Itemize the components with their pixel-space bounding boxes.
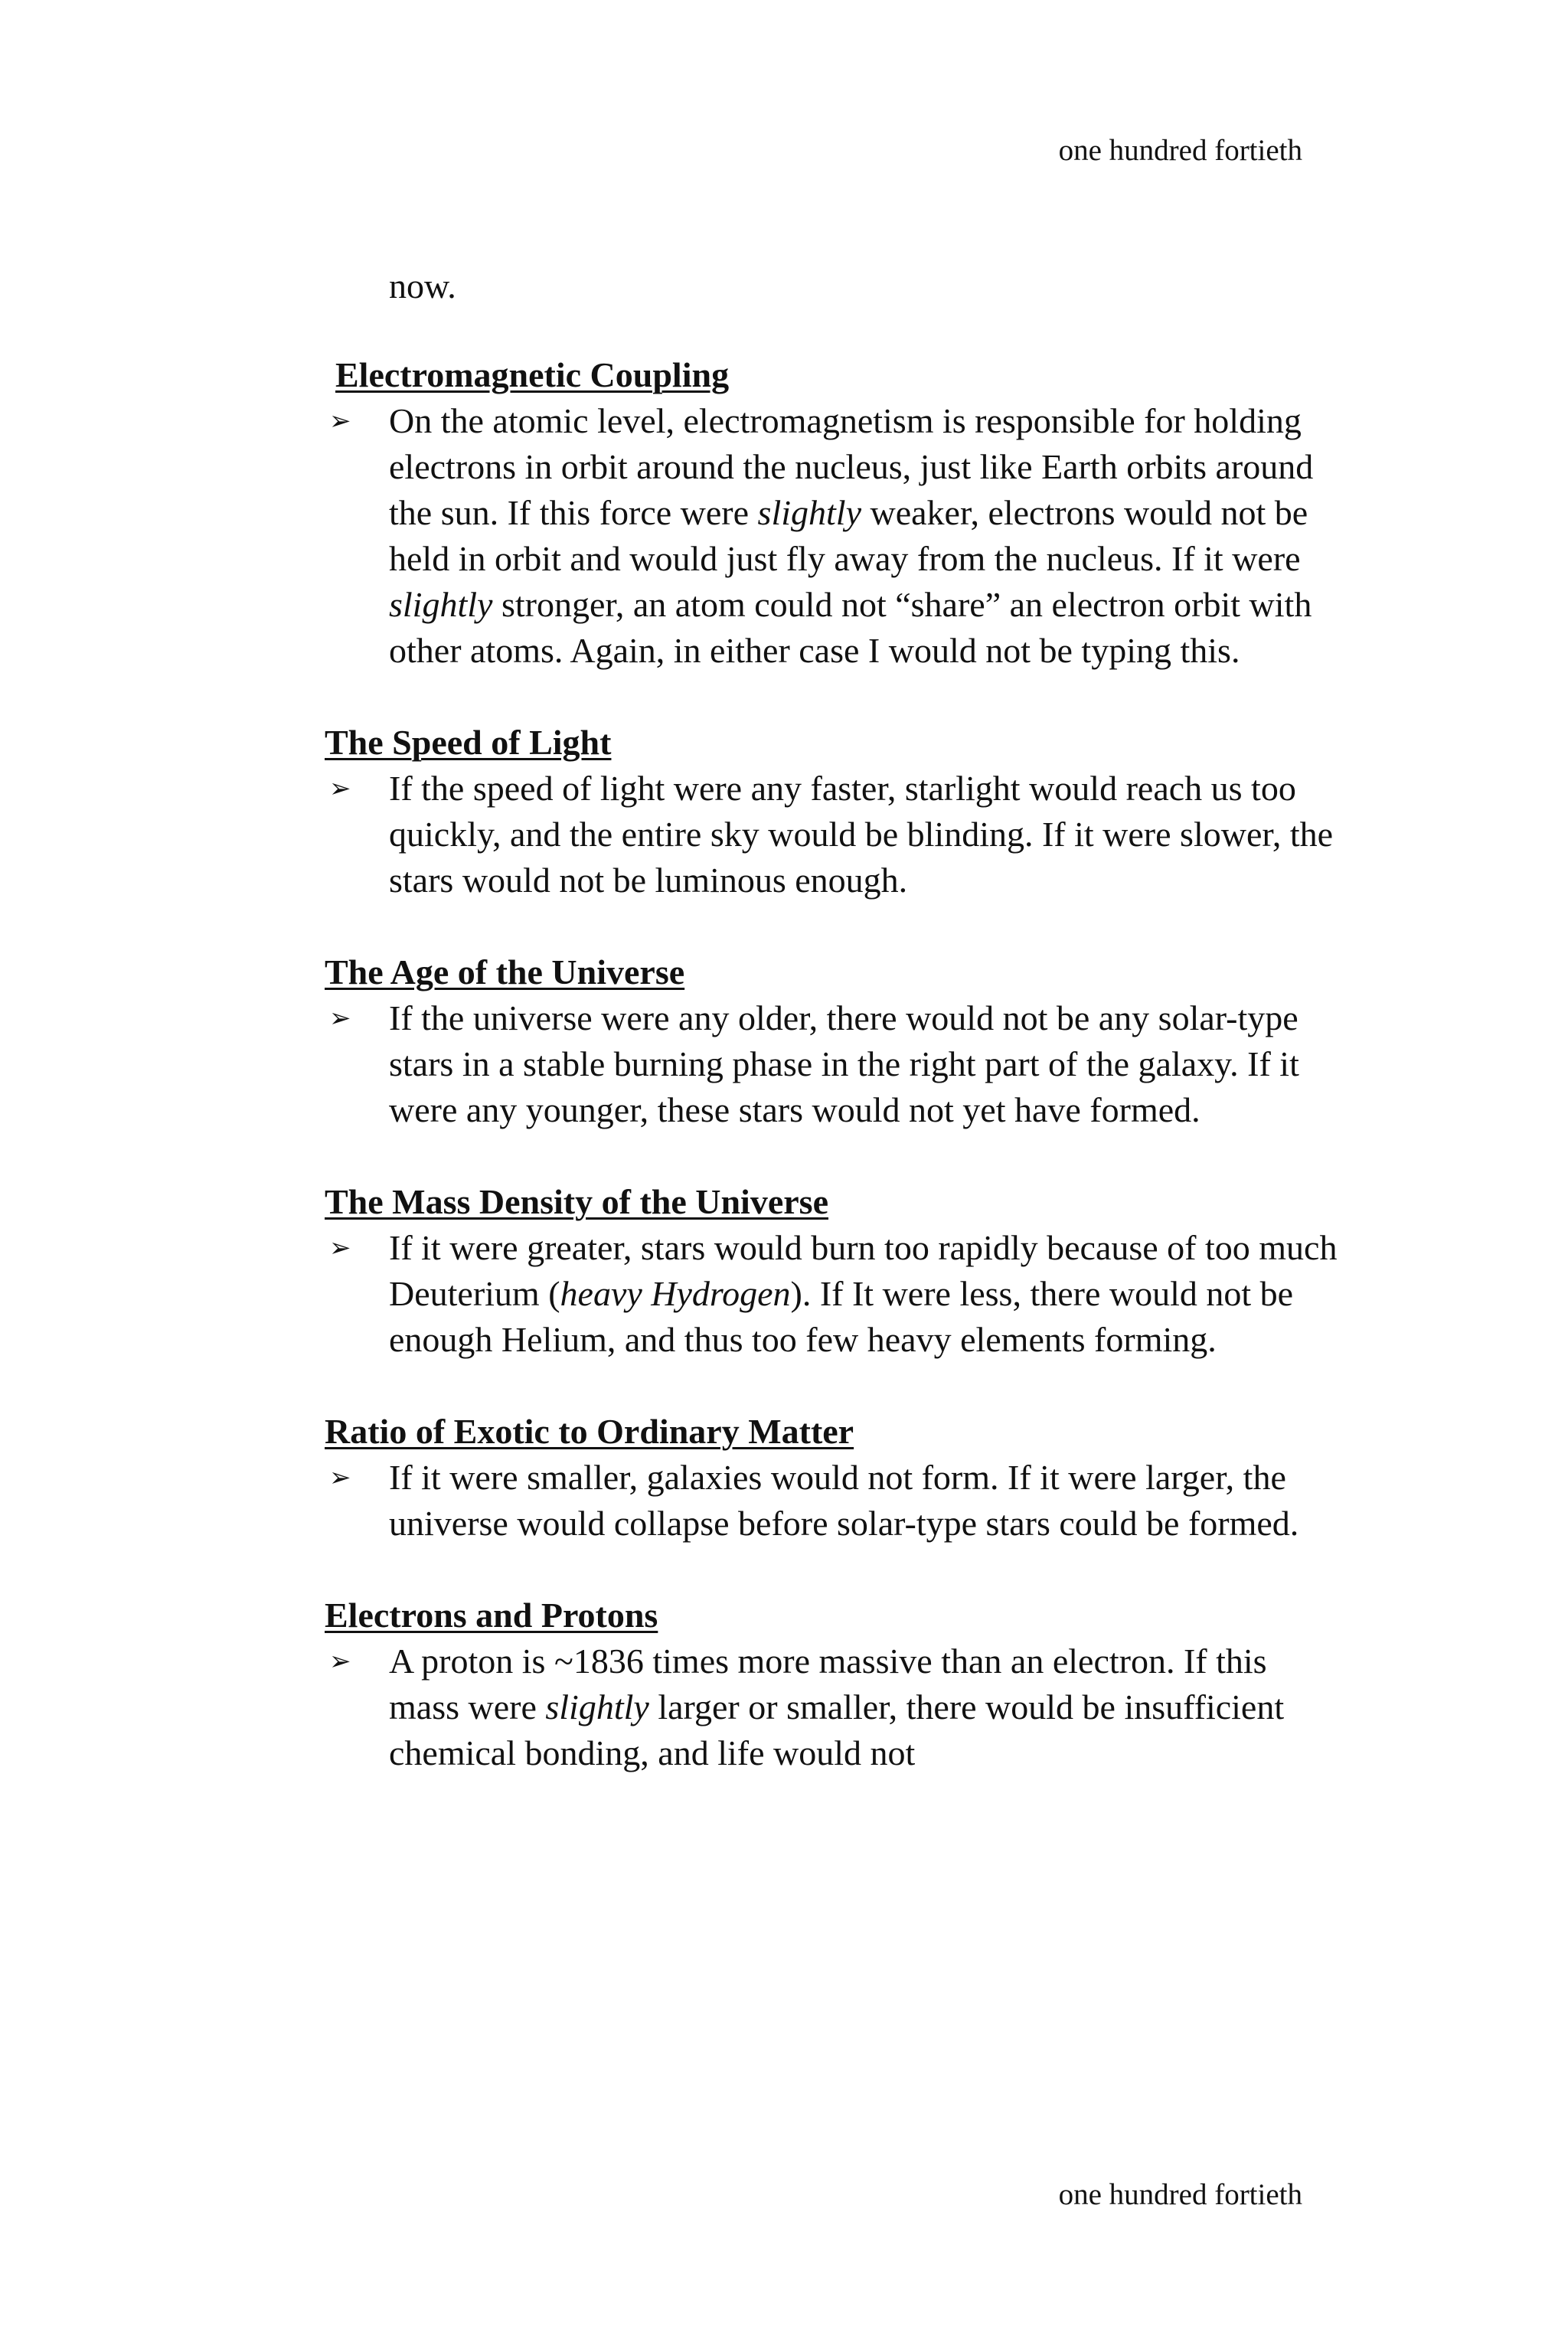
arrow-bullet-icon: ➢ xyxy=(329,406,351,436)
seg: weaker, electrons would not be held in orbit and would just fly away from the nucleus. If it were xyxy=(389,493,1308,578)
bullet-item xyxy=(325,766,1343,903)
section-age-of-universe xyxy=(325,949,1343,1133)
seg-emphasis: slightly xyxy=(545,1687,649,1726)
section-heading: The Mass Density of the Universe xyxy=(325,1182,828,1221)
page-header: one hundred fortieth xyxy=(1058,134,1302,167)
seg: If it were smaller, galaxies would not form. If it were larger, the universe would collapse before solar-type stars could be formed. xyxy=(389,1458,1299,1543)
section-heading: The Speed of Light xyxy=(325,723,612,762)
seg: A proton is ~1836 times more massive than an electron. If this mass were xyxy=(389,1642,1267,1726)
bullet-item xyxy=(325,398,1343,674)
bullet-item xyxy=(325,995,1343,1133)
seg: larger or smaller, there would be insufficient chemical bonding, and life would not xyxy=(389,1687,1285,1772)
section-exotic-ordinary-ratio xyxy=(325,1409,1343,1547)
seg: If it were greater, stars would burn too rapidly because of too much Deuterium ( xyxy=(389,1228,1338,1313)
seg-emphasis: heavy Hydrogen xyxy=(560,1274,791,1313)
arrow-bullet-icon: ➢ xyxy=(329,1003,351,1034)
arrow-bullet-icon: ➢ xyxy=(329,1462,351,1493)
page-footer: one hundred fortieth xyxy=(1058,2178,1302,2211)
bullet-item xyxy=(325,1455,1343,1547)
seg: On the atomic level, electromagnetism is responsible for holding electrons in orbit around the nucleus, just like Earth orbits around the sun. If this force were xyxy=(389,401,1314,532)
seg: If the universe were any older, there would not be any solar-type stars in a stable burning phase in the right part of the galaxy. If it were any younger, these stars would not yet have formed. xyxy=(389,998,1299,1129)
section-heading: Electrons and Protons xyxy=(325,1596,658,1635)
seg-emphasis: slightly xyxy=(757,493,861,532)
seg: ). If It were less, there would not be enough Helium, and thus too few heavy elements forming. xyxy=(389,1274,1294,1359)
continued-text: now. xyxy=(389,266,456,305)
arrow-bullet-icon: ➢ xyxy=(329,1646,351,1677)
section-heading: Ratio of Exotic to Ordinary Matter xyxy=(325,1412,854,1451)
section-heading: Electromagnetic Coupling xyxy=(335,355,730,394)
seg: stronger, an atom could not “share” an electron orbit with other atoms. Again, in either case I would not be typing this. xyxy=(389,585,1312,670)
arrow-bullet-icon: ➢ xyxy=(329,1233,351,1263)
bullet-item xyxy=(325,1638,1343,1776)
arrow-bullet-icon: ➢ xyxy=(329,773,351,804)
page-content xyxy=(325,263,1343,1822)
bullet-item xyxy=(325,1225,1343,1363)
seg: If the speed of light were any faster, starlight would reach us too quickly, and the entire sky would be blinding. If it were slower, the stars would not be luminous enough. xyxy=(389,769,1334,900)
section-mass-density xyxy=(325,1179,1343,1363)
section-heading: The Age of the Universe xyxy=(325,952,685,991)
section-electrons-protons xyxy=(325,1592,1343,1776)
seg-emphasis: slightly xyxy=(389,585,493,624)
section-speed-of-light xyxy=(325,720,1343,903)
section-electromagnetic-coupling xyxy=(325,352,1343,674)
